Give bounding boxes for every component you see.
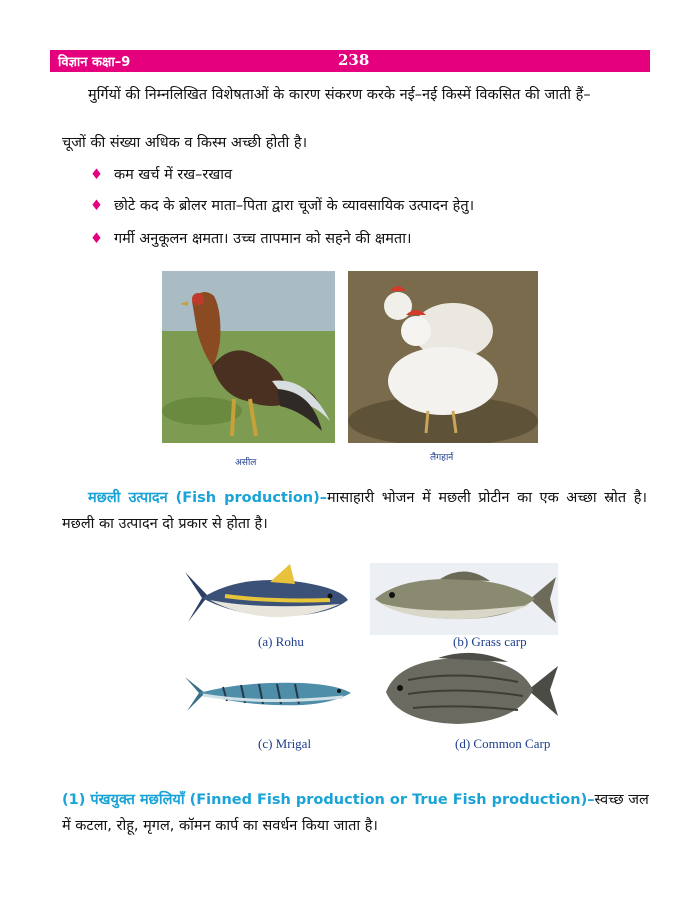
fish-caption-a: (a) Rohu <box>258 634 304 649</box>
leghorn-caption: लैगहार्न <box>430 453 454 463</box>
bullet-item <box>90 228 411 250</box>
finned-fish-text: स्वच्छ जल में कटला, रोहू, मृगल, कॉमन कार्प का सवर्धन किया जाता है। <box>62 792 649 834</box>
intro-paragraph-2: चूजों की संख्या अधिक व किस्म अच्छी होती है। <box>62 135 308 151</box>
grass-carp-fish-image <box>370 563 558 635</box>
fish-production-paragraph <box>62 485 647 537</box>
bullet-item <box>90 195 474 217</box>
fish-caption-c: (c) Mrigal <box>258 736 312 751</box>
page-header-bar <box>50 50 650 72</box>
fish-production-text: मासाहारी भोजन में मछली प्रोटीन का एक अच्छा स्रोत है। मछली का उत्पादन दो प्रकार से होता है। <box>62 490 647 532</box>
subject-class-label: विज्ञान कक्षा–9 <box>58 55 131 70</box>
page-number: 238 <box>338 51 370 69</box>
bullet-text: छोटे कद के ब्रोलर माता–पिता द्वारा चूजों के व्यावसायिक उत्पादन हेतु। <box>114 198 475 214</box>
diamond-bullet-icon: ♦ <box>90 231 103 247</box>
bullet-text: कम खर्च में रख–रखाव <box>114 167 233 183</box>
fish-production-heading: मछली उत्पादन (Fish production)– <box>88 490 327 506</box>
diamond-bullet-icon: ♦ <box>90 167 103 183</box>
bullet-text: गर्मी अनुकूलन क्षमता। उच्च तापमान को सहने की क्षमता। <box>114 231 412 247</box>
fish-caption-d: (d) Common Carp <box>455 736 551 751</box>
aseel-rooster-image <box>162 271 335 443</box>
mrigal-fish-image <box>183 663 353 725</box>
finned-fish-paragraph <box>62 787 652 839</box>
leghorn-hens-image <box>348 271 538 443</box>
intro-paragraph: मुर्गियों की निम्नलिखित विशेषताओं के कारण संकरण करके नई–नई किस्में विकसित की जाती हैं– <box>88 87 591 103</box>
finned-fish-heading: (1) पंखयुक्त मछलियाँ (Finned Fish production or True Fish production)– <box>62 792 595 808</box>
rohu-fish-image <box>180 562 350 634</box>
bullet-item <box>90 164 232 186</box>
fish-caption-b: (b) Grass carp <box>453 634 527 649</box>
common-carp-fish-image <box>378 650 560 730</box>
diamond-bullet-icon: ♦ <box>90 198 103 214</box>
aseel-caption: असील <box>235 458 257 468</box>
